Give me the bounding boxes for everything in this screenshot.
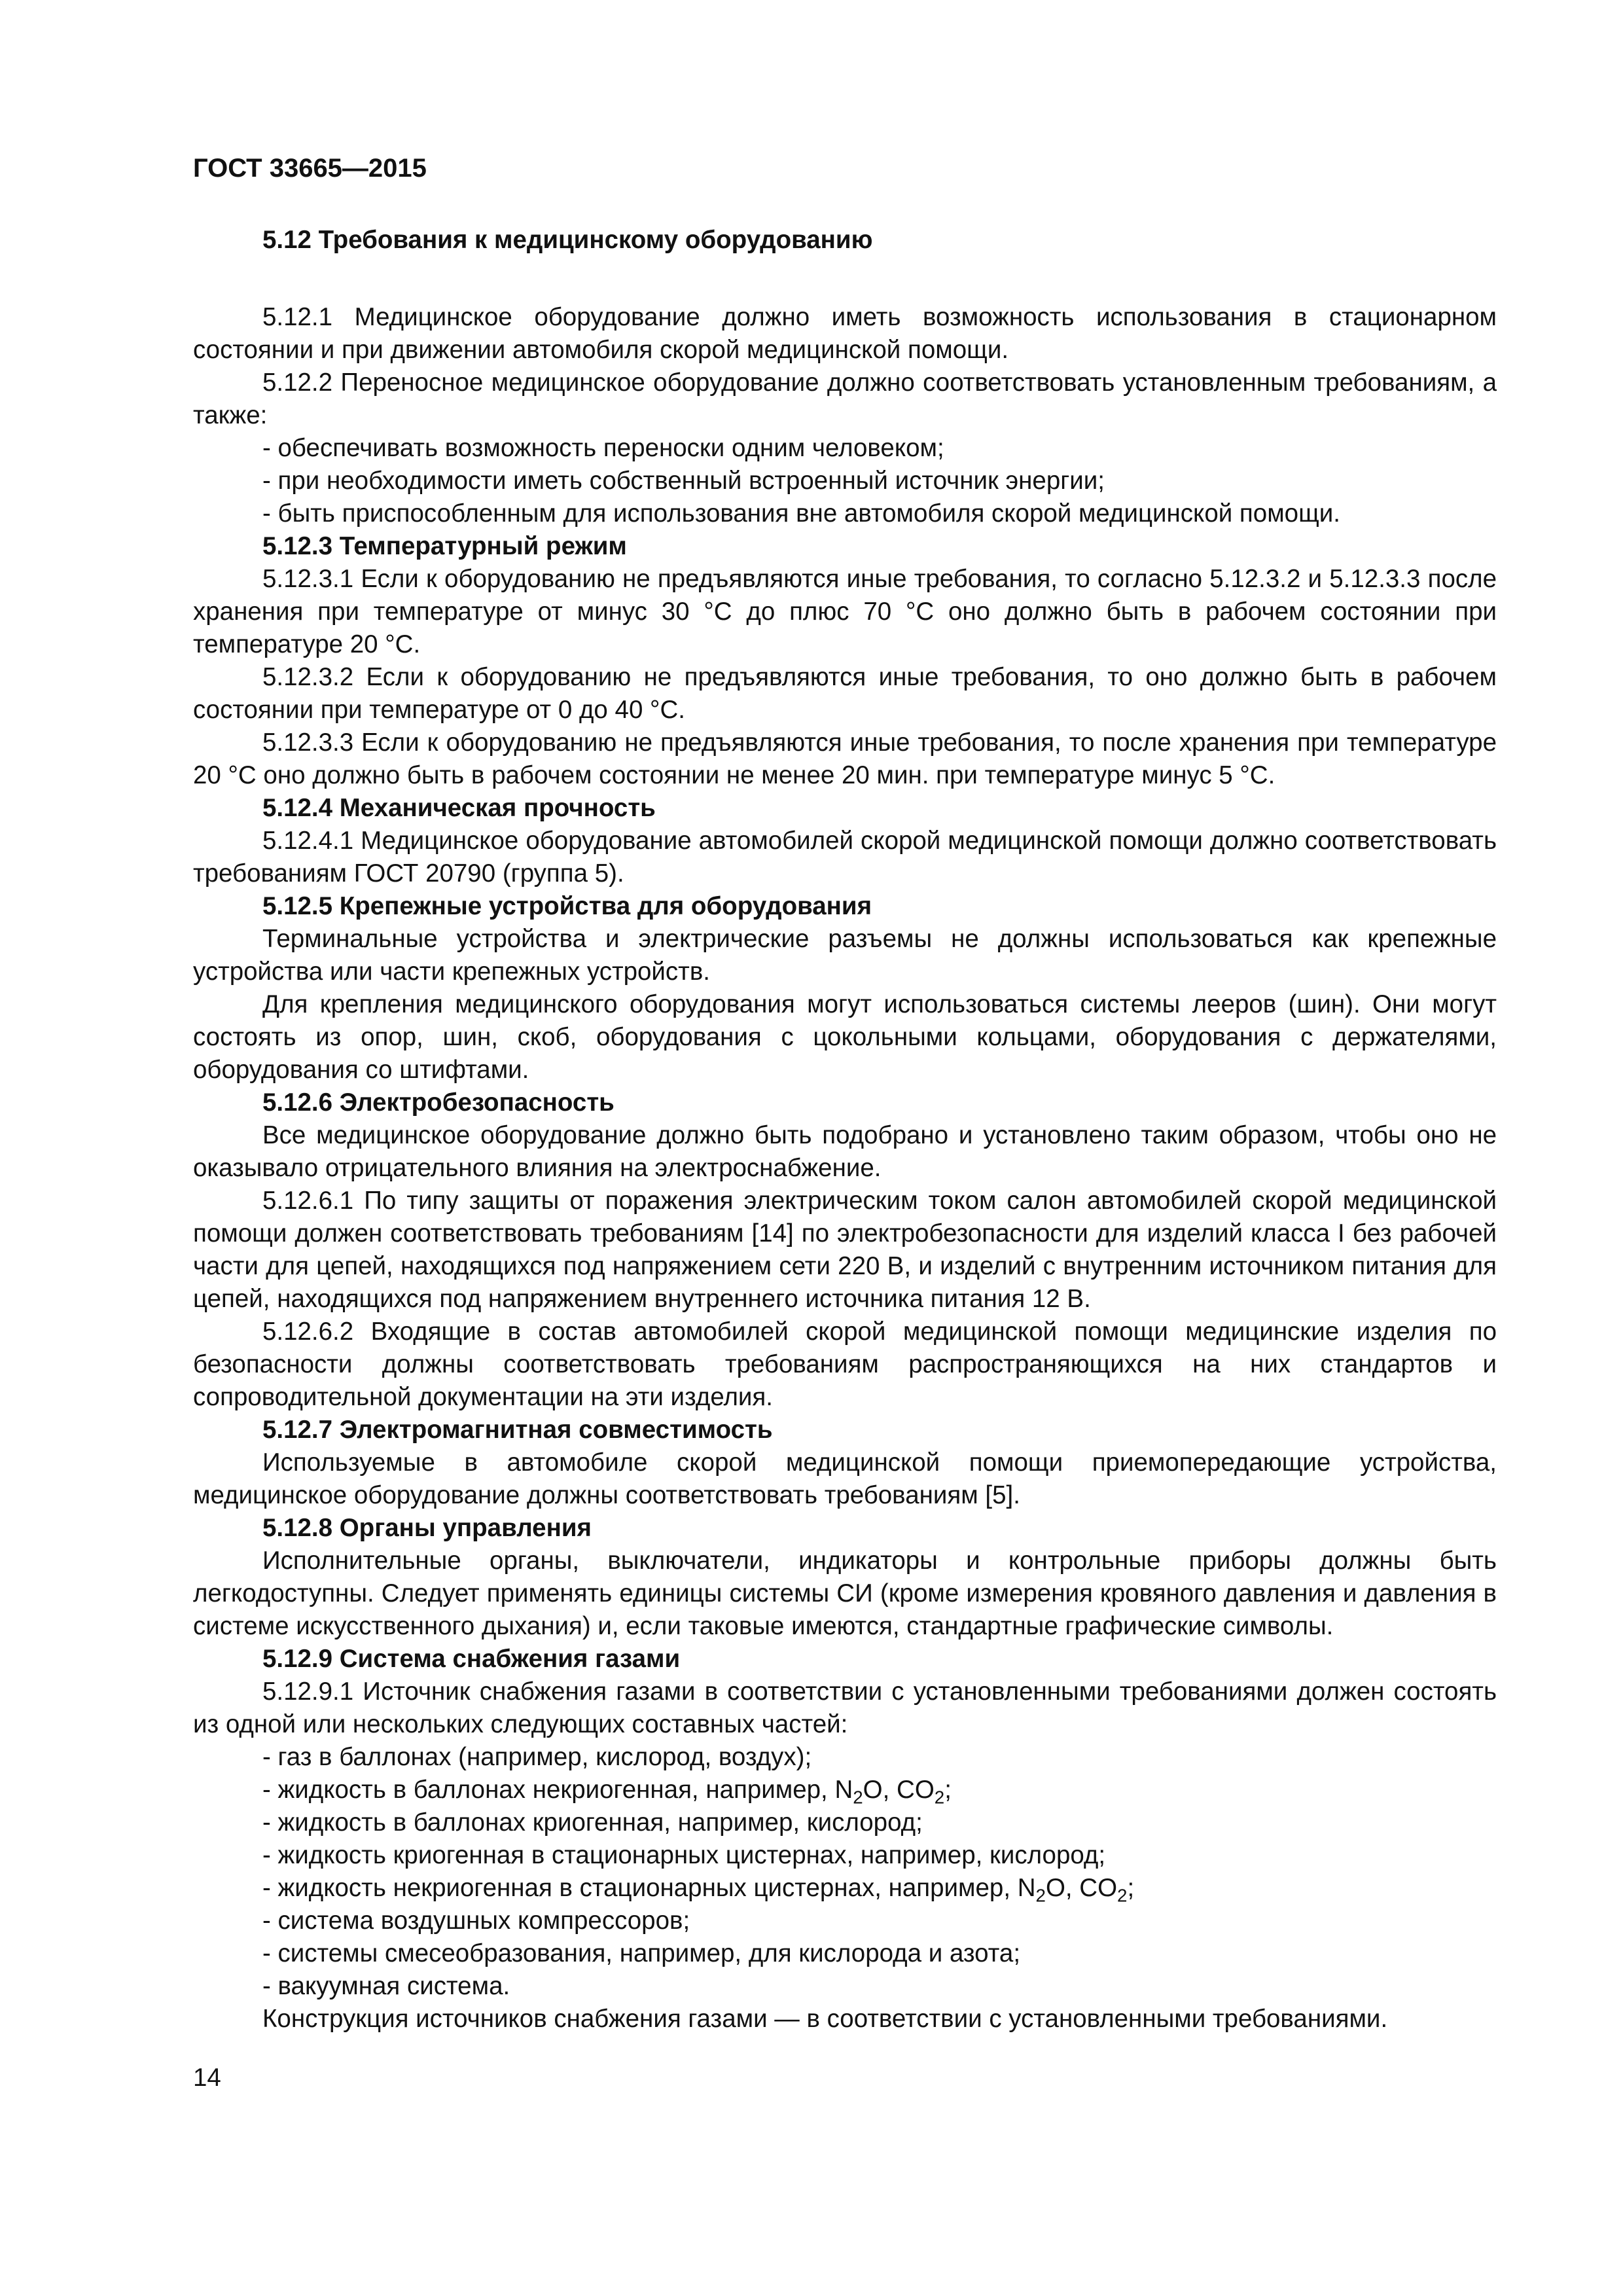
- paragraph-5-12-5-b: Для крепления медицинского оборудования могут использоваться системы лееров (шин). Они могут состоять из опор, шин, скоб, оборудования с цокольными кольцами, оборудования с держателями, оборудования со штифтами.: [193, 990, 1497, 1084]
- paragraph-5-12-6-1: 5.12.6.1 По типу защиты от поражения электрическим током салон автомобилей скорой медицинской помощи должен соответствовать требованиям [14] по электробезопасности для изделий класса I без рабочей части для цепей, находящихся под напряжением сети 220 В, и изделий с внутренним источником питания для цепей, находящихся под напряжением внутреннего источника питания 12 В.: [193, 1187, 1497, 1313]
- paragraph-5-12-3-3: 5.12.3.3 Если к оборудованию не предъявляются иные требования, то после хранения при температуре 20 °С оно должно быть в рабочем состоянии не менее 20 мин. при температуре минус 5 °С.: [193, 728, 1497, 789]
- heading-5-12-6: 5.12.6 Электробезопасность: [262, 1088, 615, 1117]
- paragraph-5-12-7: Используемые в автомобиле скорой медицинской помощи приемопередающие устройства, медицинское оборудование должны соответствовать требованиям [5].: [193, 1448, 1497, 1509]
- list-item: - вакуумная система.: [262, 1972, 510, 2000]
- document-body: [193, 224, 1497, 2036]
- list-item: - жидкость в баллонах криогенная, например, кислород;: [262, 1808, 923, 1837]
- section-title: 5.12 Требования к медицинскому оборудованию: [262, 226, 873, 254]
- list-item: - системы смесеобразования, например, для кислорода и азота;: [262, 1939, 1021, 1967]
- paragraph-5-12-3-1: 5.12.3.1 Если к оборудованию не предъявляются иные требования, то согласно 5.12.3.2 и 5.12.3.3 после хранения при температуре от минус 30 °С до плюс 70 °С оно должно быть в рабочем состоянии при температуре 20 °С.: [193, 565, 1497, 658]
- paragraph-5-12-6: Все медицинское оборудование должно быть подобрано и установлено таким образом, чтобы оно не оказывало отрицательного влияния на электроснабжение.: [193, 1121, 1497, 1182]
- list-item: - газ в баллонах (например, кислород, воздух);: [262, 1743, 812, 1771]
- paragraph-5-12-6-2: 5.12.6.2 Входящие в состав автомобилей скорой медицинской помощи медицинские изделия по безопасности должны соответствовать требованиям распространяющихся на них стандартов и сопроводительной документации на эти изделия.: [193, 1318, 1497, 1411]
- paragraph-final: Конструкция источников снабжения газами — в соответствии с установленными требованиями.: [262, 2005, 1388, 2033]
- list-item: - быть приспособленным для использования вне автомобиля скорой медицинской помощи.: [262, 499, 1340, 528]
- page-number: 14: [193, 2064, 221, 2092]
- list-item: - жидкость некриогенная в стационарных цистернах, например, $N_2O$, $CO_2$;: [262, 1874, 1135, 1906]
- paragraph-5-12-2: 5.12.2 Переносное медицинское оборудование должно соответствовать установленным требованиям, а также:: [193, 368, 1497, 429]
- heading-5-12-5: 5.12.5 Крепежные устройства для оборудования: [262, 892, 872, 920]
- list-item: - жидкость криогенная в стационарных цистернах, например, кислород;: [262, 1841, 1106, 1869]
- heading-5-12-9: 5.12.9 Система снабжения газами: [262, 1645, 681, 1673]
- list-item: - обеспечивать возможность переноски одним человеком;: [262, 434, 944, 462]
- paragraph-5-12-4-1: 5.12.4.1 Медицинское оборудование автомобилей скорой медицинской помощи должно соответствовать требованиям ГОСТ 20790 (группа 5).: [193, 827, 1497, 888]
- heading-5-12-7: 5.12.7 Электромагнитная совместимость: [262, 1416, 773, 1444]
- list-item: - жидкость в баллонах некриогенная, например, $N_2O$, $CO_2$;: [262, 1776, 952, 1808]
- paragraph-5-12-9-1: 5.12.9.1 Источник снабжения газами в соответствии с установленными требованиями должен состоять из одной или нескольких следующих составных частей:: [193, 1677, 1497, 1738]
- list-item: - при необходимости иметь собственный встроенный источник энергии;: [262, 467, 1105, 495]
- paragraph-5-12-8: Исполнительные органы, выключатели, индикаторы и контрольные приборы должны быть легкодоступны. Следует применять единицы системы СИ (кроме измерения кровяного давления и давления в системе искусственного дыхания) и, если таковые имеются, стандартные графические символы.: [193, 1547, 1497, 1640]
- list-item: - система воздушных компрессоров;: [262, 1907, 690, 1935]
- paragraph-5-12-3-2: 5.12.3.2 Если к оборудованию не предъявляются иные требования, то оно должно быть в рабочем состоянии при температуре от 0 до 40 °С.: [193, 663, 1497, 724]
- paragraph-5-12-1: 5.12.1 Медицинское оборудование должно иметь возможность использования в стационарном состоянии и при движении автомобиля скорой медицинской помощи.: [193, 303, 1497, 364]
- heading-5-12-8: 5.12.8 Органы управления: [262, 1514, 592, 1542]
- document-code: ГОСТ 33665—2015: [193, 154, 427, 183]
- paragraph-5-12-5-a: Терминальные устройства и электрические разъемы не должны использоваться как крепежные устройства или части крепежных устройств.: [193, 925, 1497, 986]
- heading-5-12-4: 5.12.4 Механическая прочность: [262, 794, 656, 822]
- heading-5-12-3: 5.12.3 Температурный режим: [262, 532, 627, 560]
